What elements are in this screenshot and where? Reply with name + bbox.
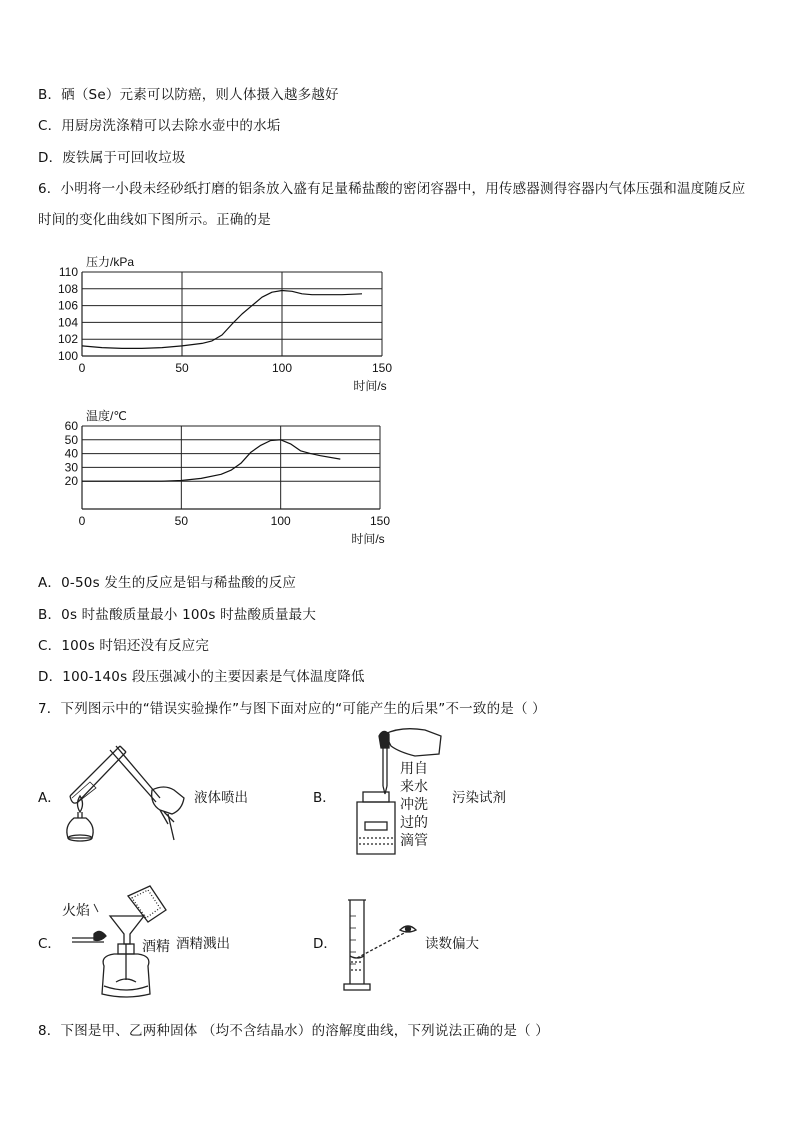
- y-tick-label: 106: [57, 298, 78, 313]
- y-tick-label: 20: [64, 474, 78, 489]
- pressure-chart-svg: [40, 250, 410, 400]
- q8-stem: 8．下图是甲、乙两种固体 （均不含结晶水）的溶解度曲线，下列说法正确的是（ ）: [38, 1023, 549, 1039]
- q7-c-result: 酒精溅出: [176, 936, 230, 952]
- q6-option-b: B．0s 时盐酸质量最小 100s 时盐酸质量最大: [38, 607, 317, 623]
- q6-option-a: A．0-50s 发生的反应是铝与稀盐酸的反应: [38, 575, 297, 591]
- pressure-chart: [40, 250, 410, 404]
- y-tick-label: 60: [64, 419, 78, 433]
- q7-c-flame-label: 火焰: [62, 903, 90, 919]
- hand-icon: [152, 787, 184, 814]
- q6-stem-line1: 6．小明将一小段未经砂纸打磨的铝条放入盛有足量稀盐酸的密闭容器中，用传感器测得容器内气体压强和温度随反应: [38, 181, 746, 197]
- q5-option-b: B．硒（Se）元素可以防癌，则人体摄入越多越好: [38, 87, 339, 103]
- y-axis-label: 温度/℃: [86, 409, 127, 423]
- q7-b-annotation: 用自来水冲洗过的滴管: [400, 761, 428, 849]
- dropper-bulb-icon: [379, 731, 389, 748]
- y-tick-label: 110: [58, 265, 78, 279]
- q7-d-result: 读数偏大: [425, 936, 479, 952]
- q7-c-alcohol-label: 酒精: [142, 939, 170, 955]
- x-tick-label: 100: [271, 361, 293, 375]
- series-line: [82, 440, 340, 481]
- q6-option-d: D．100-140s 段压强减小的主要因素是气体温度降低: [38, 669, 365, 685]
- y-tick-label: 108: [57, 281, 78, 296]
- x-tick-label: 100: [270, 514, 291, 528]
- test-tube-holder-icon: [110, 746, 160, 802]
- x-tick-label: 50: [174, 514, 189, 528]
- x-axis-label: 时间/s: [353, 379, 387, 393]
- q6-option-c: C．100s 时铝还没有反应完: [38, 638, 210, 654]
- q7-stem: 7．下列图示中的“错误实验操作”与图下面对应的“可能产生的后果”不一致的是（ ）: [38, 701, 546, 717]
- x-tick-label: 50: [175, 361, 189, 375]
- y-tick-label: 40: [64, 446, 78, 461]
- series-line: [82, 291, 362, 349]
- x-tick-label: 0: [78, 514, 86, 528]
- x-tick-label: 0: [78, 361, 86, 375]
- y-tick-label: 100: [57, 349, 78, 363]
- test-tube-icon: [70, 746, 126, 802]
- x-tick-label: 150: [371, 361, 393, 375]
- q7-d-figure: [340, 896, 420, 1000]
- y-tick-label: 104: [57, 315, 78, 330]
- q6-stem-line2: 时间的变化曲线如下图所示。正确的是: [38, 212, 271, 228]
- y-axis-label: 压力/kPa: [86, 255, 135, 269]
- y-tick-label: 50: [64, 432, 78, 447]
- q7-c-label: C．: [38, 936, 61, 952]
- q7-b-result: 污染试剂: [452, 790, 506, 806]
- q7-a-label: A．: [38, 790, 61, 806]
- x-tick-label: 150: [369, 514, 391, 528]
- q7-b-label: B．: [313, 790, 336, 806]
- temperature-chart: [40, 405, 410, 559]
- temperature-chart-svg: [40, 405, 410, 555]
- funnel-icon: [110, 916, 144, 944]
- graduated-cylinder-icon: [350, 900, 364, 984]
- y-tick-label: 102: [57, 332, 78, 347]
- q5-option-d: D．废铁属于可回收垃圾: [38, 150, 186, 166]
- y-tick-label: 30: [64, 460, 78, 475]
- q7-a-result: 液体喷出: [194, 790, 248, 806]
- q5-option-c: C．用厨房洗涤精可以去除水壶中的水垢: [38, 118, 281, 134]
- x-axis-label: 时间/s: [351, 532, 385, 546]
- q7-d-label: D．: [313, 936, 337, 952]
- q7-a-figure: [60, 740, 190, 854]
- hand-icon: [385, 729, 441, 756]
